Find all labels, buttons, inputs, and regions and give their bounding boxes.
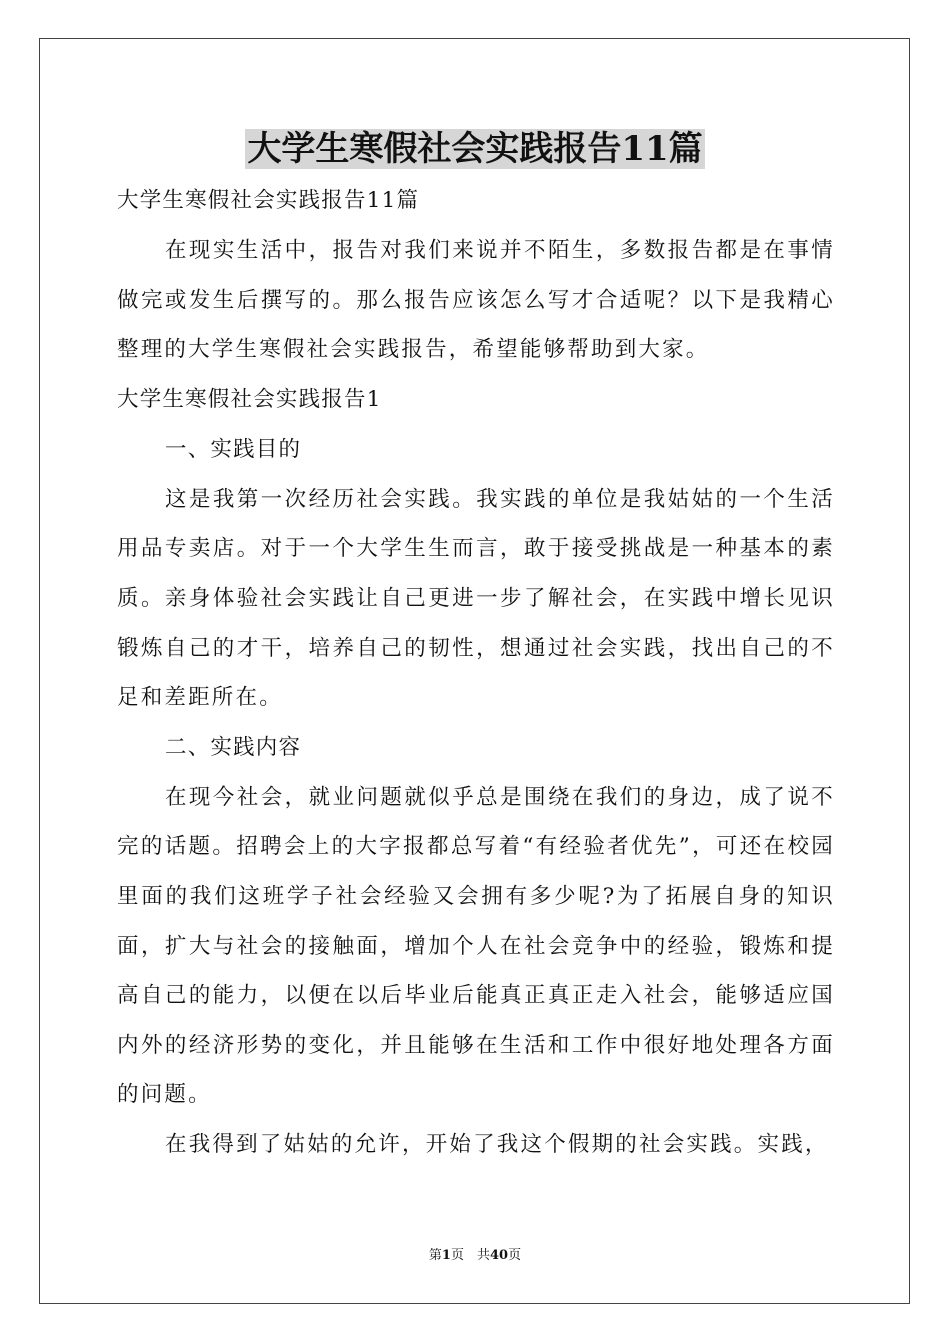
footer-prefix: 第 [428, 1248, 442, 1263]
intro-paragraph: 在现实生活中，报告对我们来说并不陌生，多数报告都是在事情做完或发生后撰写的。那么报告应该怎么写才合适呢？以下是我精心整理的大学生寒假社会实践报告，希望能够帮助到大家。 [117, 238, 835, 363]
heading-purpose: 一、实践目的 [165, 436, 302, 462]
footer-suffix: 页 [508, 1248, 522, 1263]
footer-total-pages: 40 [489, 1248, 509, 1263]
footer-current-page: 1 [441, 1248, 451, 1263]
document-subtitle: 大学生寒假社会实践报告11篇 [117, 188, 420, 213]
paragraph-purpose: 这是我第一次经历社会实践。我实践的单位是我姑姑的一个生活用品专卖店。对于一个大学生生而言，敢于接受挑战是一种基本的素质。亲身体验社会实践让自己更进一步了解社会，在实践中增长见识锻炼自己的才干，培养自己的韧性，想通过社会实践，找出自己的不足和差距所在。 [117, 486, 835, 711]
footer-mid: 页 共 [450, 1248, 490, 1263]
page-footer [0, 1246, 950, 1266]
document-title [0, 124, 950, 174]
paragraph-content: 在现今社会，就业问题就似乎总是围绕在我们的身边，成了说不完的话题。招聘会上的大字报都总写着“有经验者优先”，可还在校园里面的我们这班学子社会经验又会拥有多少呢?为了拓展自身的知识面，扩大与社会的接触面，增加个人在社会竞争中的经验，锻炼和提高自己的能力，以便在以后毕业后能真正真正走入社会，能够适应国内外的经济形势的变化，并且能够在生活和工作中很好地处理各方面的问题。 [117, 784, 835, 1108]
paragraph-start: 在我得到了姑姑的允许，开始了我这个假期的社会实践。实践， [165, 1131, 829, 1157]
document-title-text: 大学生寒假社会实践报告11篇 [247, 129, 703, 169]
heading-content: 二、实践内容 [165, 734, 302, 760]
section-title: 大学生寒假社会实践报告1 [117, 386, 382, 412]
document-body [117, 176, 835, 1170]
